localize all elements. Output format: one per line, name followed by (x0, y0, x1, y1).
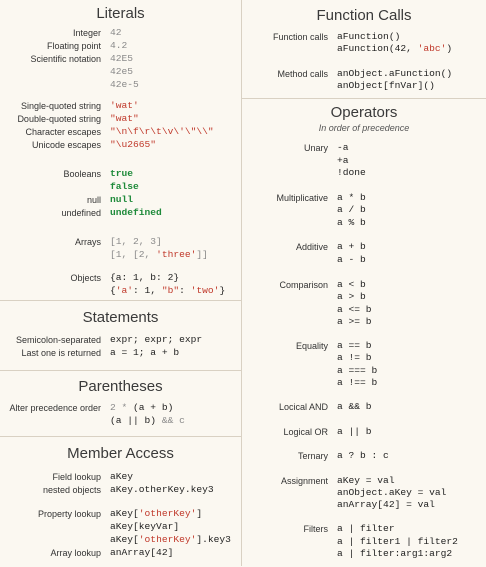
literals-title: Literals (96, 5, 145, 22)
left-column (0, 0, 242, 566)
last-returned-code: a = 1; a + b (110, 347, 180, 358)
statements-section (0, 300, 241, 371)
mult-code-3: a % b (337, 217, 366, 228)
float-label: Floating point (46, 41, 101, 51)
statements-title: Statements (82, 309, 159, 326)
comp-code-4: a >= b (337, 316, 372, 327)
field-lookup-code: aKey (110, 471, 134, 482)
null-code: null (110, 194, 134, 205)
filters-code-3: a | filter:arg1:arg2 (337, 548, 453, 559)
single-code: 'wat' (110, 100, 139, 111)
semicolon-code: expr; expr; expr (110, 334, 203, 345)
logical-and-code: a && b (337, 401, 372, 412)
function-call-code-2: aFunction(42, 'abc') (337, 43, 453, 54)
sci-code-3: 42e-5 (110, 79, 139, 90)
logical-and-label: Locical AND (278, 402, 328, 412)
ternary-code: a ? b : c (337, 450, 389, 461)
comp-code-3: a <= b (337, 304, 372, 315)
member-access-section (0, 436, 241, 567)
method-call-code-1: anObject.aFunction() (337, 68, 453, 79)
null-label: null (86, 195, 101, 205)
unary-code-2: +a (337, 155, 349, 166)
comp-code-1: a < b (337, 279, 366, 290)
double-code: "wat" (110, 113, 139, 124)
mult-code-1: a * b (337, 192, 366, 203)
eq-code-2: a != b (337, 352, 372, 363)
parentheses-title: Parentheses (78, 378, 163, 395)
assign-code-1: aKey = val (337, 475, 395, 486)
function-calls-section (242, 0, 486, 98)
false-code: false (110, 181, 139, 192)
unary-code-1: -a (337, 142, 349, 153)
true-code: true (110, 168, 134, 179)
nested-objects-code: aKey.otherKey.key3 (110, 484, 214, 495)
nested-objects-label: nested objects (42, 485, 101, 495)
sci-code-1: 42E5 (110, 53, 134, 64)
additive-label: Additive (295, 242, 328, 252)
undefined-label: undefined (61, 208, 101, 218)
filters-code-2: a | filter1 | filter2 (337, 536, 458, 547)
unicode-code: "\u2665" (110, 139, 157, 150)
function-calls-title: Function Calls (316, 7, 412, 24)
eq-code-4: a !== b (337, 377, 378, 388)
alter-precedence-label: Alter precedence order (9, 403, 101, 413)
operators-title: Operators (330, 104, 398, 121)
logical-or-code: a || b (337, 426, 372, 437)
escape-label: Character escapes (25, 127, 101, 137)
array-code-2: [1, [2, 'three']] (110, 249, 208, 260)
float-code: 4.2 (110, 40, 128, 51)
field-lookup-label: Field lookup (52, 472, 101, 482)
literals-section (0, 0, 241, 298)
property-lookup-label: Property lookup (37, 509, 101, 519)
parens-code-1: 2 * (a + b) (110, 402, 174, 413)
member-access-title: Member Access (67, 445, 174, 462)
unicode-label: Unicode escapes (31, 140, 101, 150)
object-code-2: {'a': 1, "b": 'two'} (110, 285, 226, 296)
array-lookup-code: anArray[42] (110, 547, 174, 558)
add-code-1: a + b (337, 241, 366, 252)
last-returned-label: Last one is returned (21, 348, 101, 358)
function-calls-label: Function calls (272, 32, 328, 42)
unary-code-3: !done (337, 167, 366, 178)
assignment-label: Assignment (280, 476, 328, 486)
assign-code-3: anArray[42] = val (337, 499, 435, 510)
add-code-2: a - b (337, 254, 366, 265)
double-label: Double-quoted string (17, 114, 101, 124)
multiplicative-label: Multiplicative (276, 193, 328, 203)
arrays-label: Arrays (74, 237, 101, 247)
parens-code-2: (a || b) && c (110, 415, 185, 426)
escape-code: "\n\f\r\t\v\'\"\\" (110, 126, 214, 137)
ternary-label: Ternary (297, 451, 328, 461)
operators-section (242, 98, 486, 567)
single-label: Single-quoted string (20, 101, 101, 111)
mult-code-2: a / b (337, 204, 366, 215)
property-code-2: aKey[keyVar] (110, 521, 180, 532)
comparison-label: Comparison (279, 280, 328, 290)
array-lookup-label: Array lookup (50, 548, 101, 558)
parentheses-section (0, 370, 241, 437)
method-call-code-2: anObject[fnVar]() (337, 80, 435, 91)
equality-label: Equality (295, 341, 328, 351)
integer-code: 42 (110, 27, 122, 38)
filters-code-1: a | filter (337, 523, 395, 534)
property-code-3: aKey['otherKey'].key3 (110, 534, 231, 545)
unary-label: Unary (303, 143, 328, 153)
booleans-label: Booleans (63, 169, 101, 179)
logical-or-label: Logical OR (283, 427, 328, 437)
function-call-code-1: aFunction() (337, 31, 401, 42)
array-code-1: [1, 2, 3] (110, 236, 162, 247)
method-calls-label: Method calls (277, 69, 328, 79)
property-code-1: aKey['otherKey'] (110, 508, 203, 519)
sci-label: Scientific notation (30, 54, 101, 64)
assign-code-2: anObject.aKey = val (337, 487, 447, 498)
objects-label: Objects (70, 273, 101, 283)
integer-label: Integer (72, 28, 101, 38)
eq-code-3: a === b (337, 365, 378, 376)
undefined-code: undefined (110, 207, 162, 218)
semicolon-label: Semicolon-separated (15, 335, 101, 345)
eq-code-1: a == b (337, 340, 372, 351)
operators-subtitle: In order of precedence (318, 123, 410, 133)
object-code-1: {a: 1, b: 2} (110, 272, 180, 283)
filters-label: Filters (303, 524, 328, 534)
sci-code-2: 42e5 (110, 66, 134, 77)
comp-code-2: a > b (337, 291, 366, 302)
right-column (242, 0, 486, 566)
